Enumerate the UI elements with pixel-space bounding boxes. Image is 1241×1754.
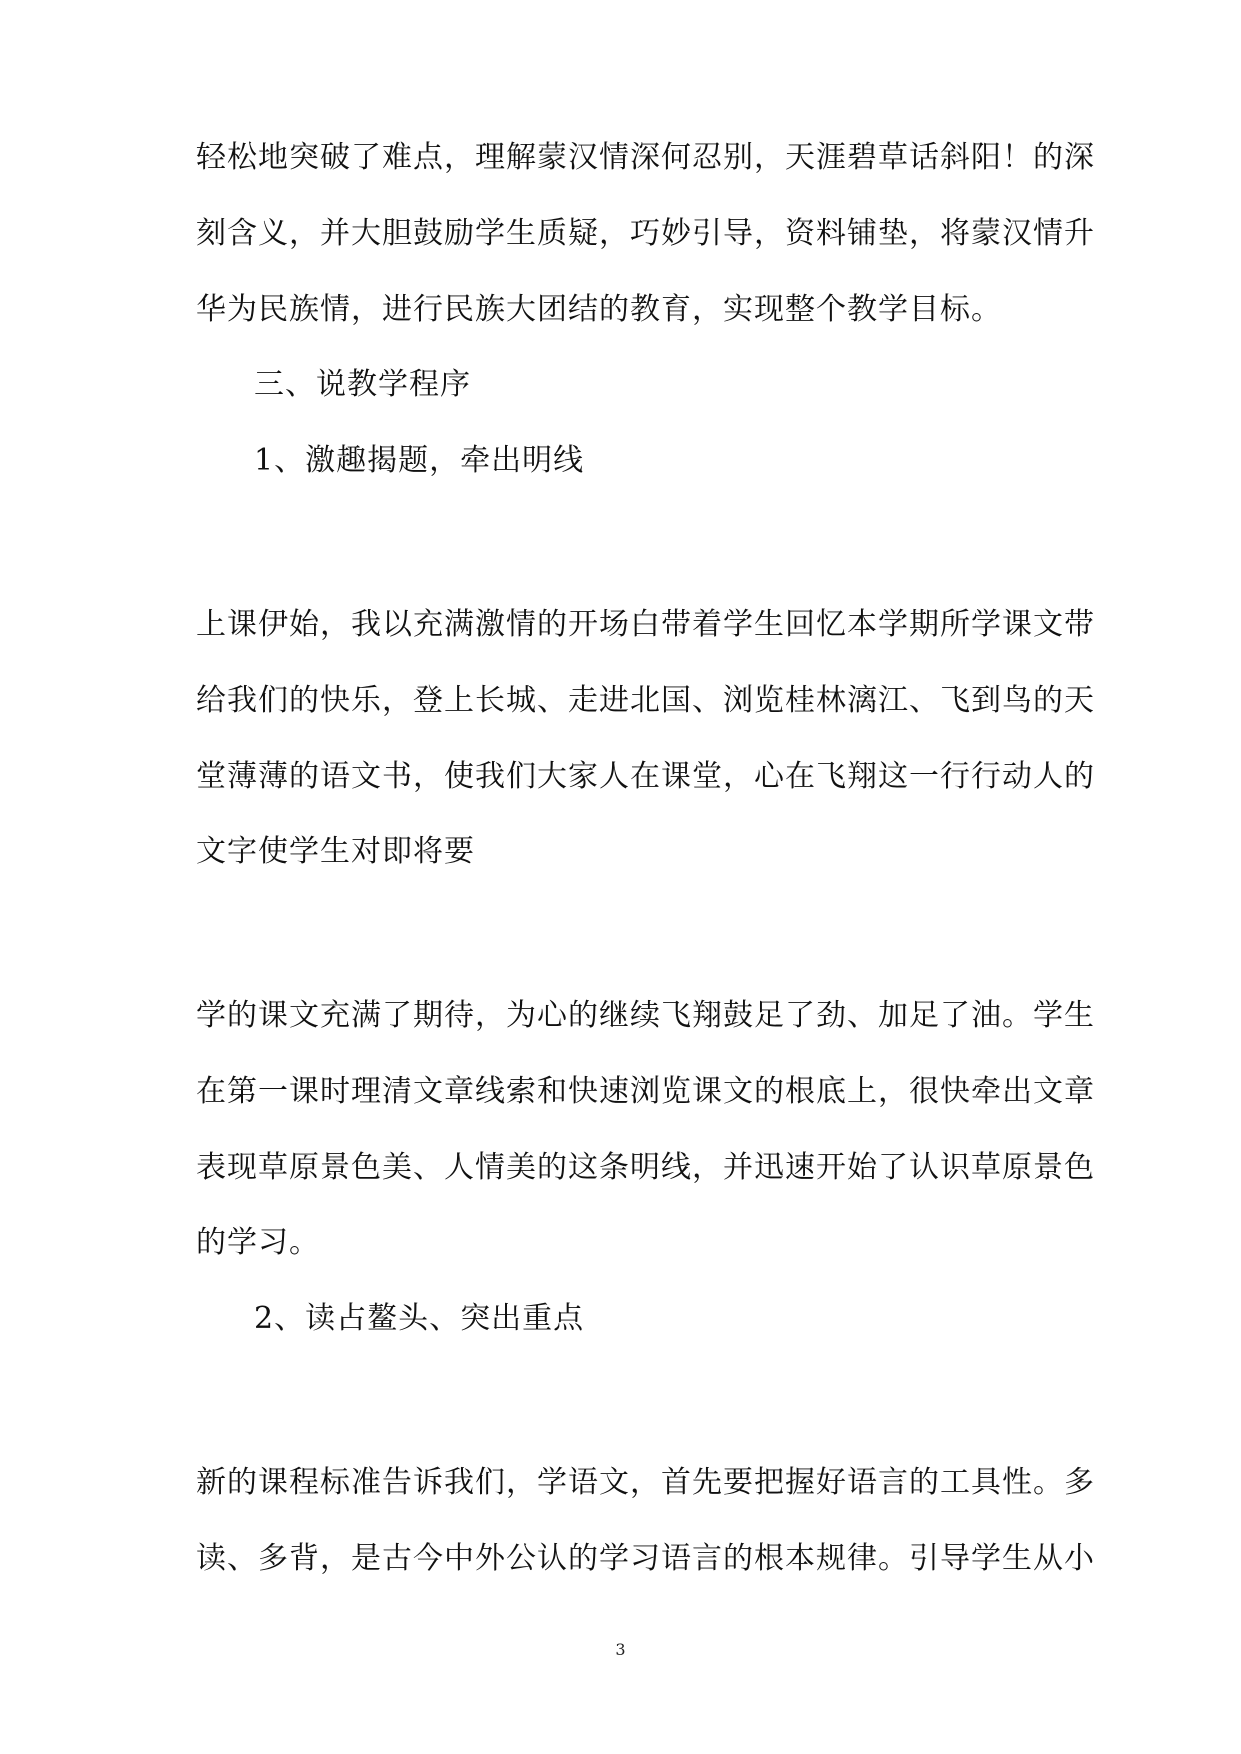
text-line: 读、多背，是古今中外公认的学习语言的根本规律。引导学生从小 xyxy=(196,1541,1095,1576)
page-number: 3 xyxy=(615,1640,626,1659)
text-line: 给我们的快乐，登上长城、走进北国、浏览桂林漓江、飞到鸟的天 xyxy=(196,683,1095,718)
subsection-heading: 1、激趣揭题，牵出明线 xyxy=(254,443,585,478)
section-heading: 三、说教学程序 xyxy=(254,367,471,402)
text-line: 华为民族情，进行民族大团结的教育，实现整个教学目标。 xyxy=(196,292,1002,327)
text-line: 新的课程标准告诉我们，学语文，首先要把握好语言的工具性。多 xyxy=(196,1465,1095,1500)
text-line: 学的课文充满了期待，为心的继续飞翔鼓足了劲、加足了油。学生 xyxy=(196,998,1095,1033)
text-line: 轻松地突破了难点，理解蒙汉情深何忍别，天涯碧草话斜阳！的深 xyxy=(196,140,1095,175)
text-line: 文字使学生对即将要 xyxy=(196,834,475,869)
text-line: 的学习。 xyxy=(196,1225,320,1260)
subsection-heading: 2、读占鳌头、突出重点 xyxy=(254,1301,585,1336)
text-line: 在第一课时理清文章线索和快速浏览课文的根底上，很快牵出文章 xyxy=(196,1074,1095,1109)
text-line: 刻含义，并大胆鼓励学生质疑，巧妙引导，资料铺垫，将蒙汉情升 xyxy=(196,216,1095,251)
text-line: 堂薄薄的语文书，使我们大家人在课堂，心在飞翔这一行行动人的 xyxy=(196,759,1095,794)
text-line: 上课伊始，我以充满激情的开场白带着学生回忆本学期所学课文带 xyxy=(196,607,1095,642)
text-line: 表现草原景色美、人情美的这条明线，并迅速开始了认识草原景色 xyxy=(196,1150,1095,1185)
